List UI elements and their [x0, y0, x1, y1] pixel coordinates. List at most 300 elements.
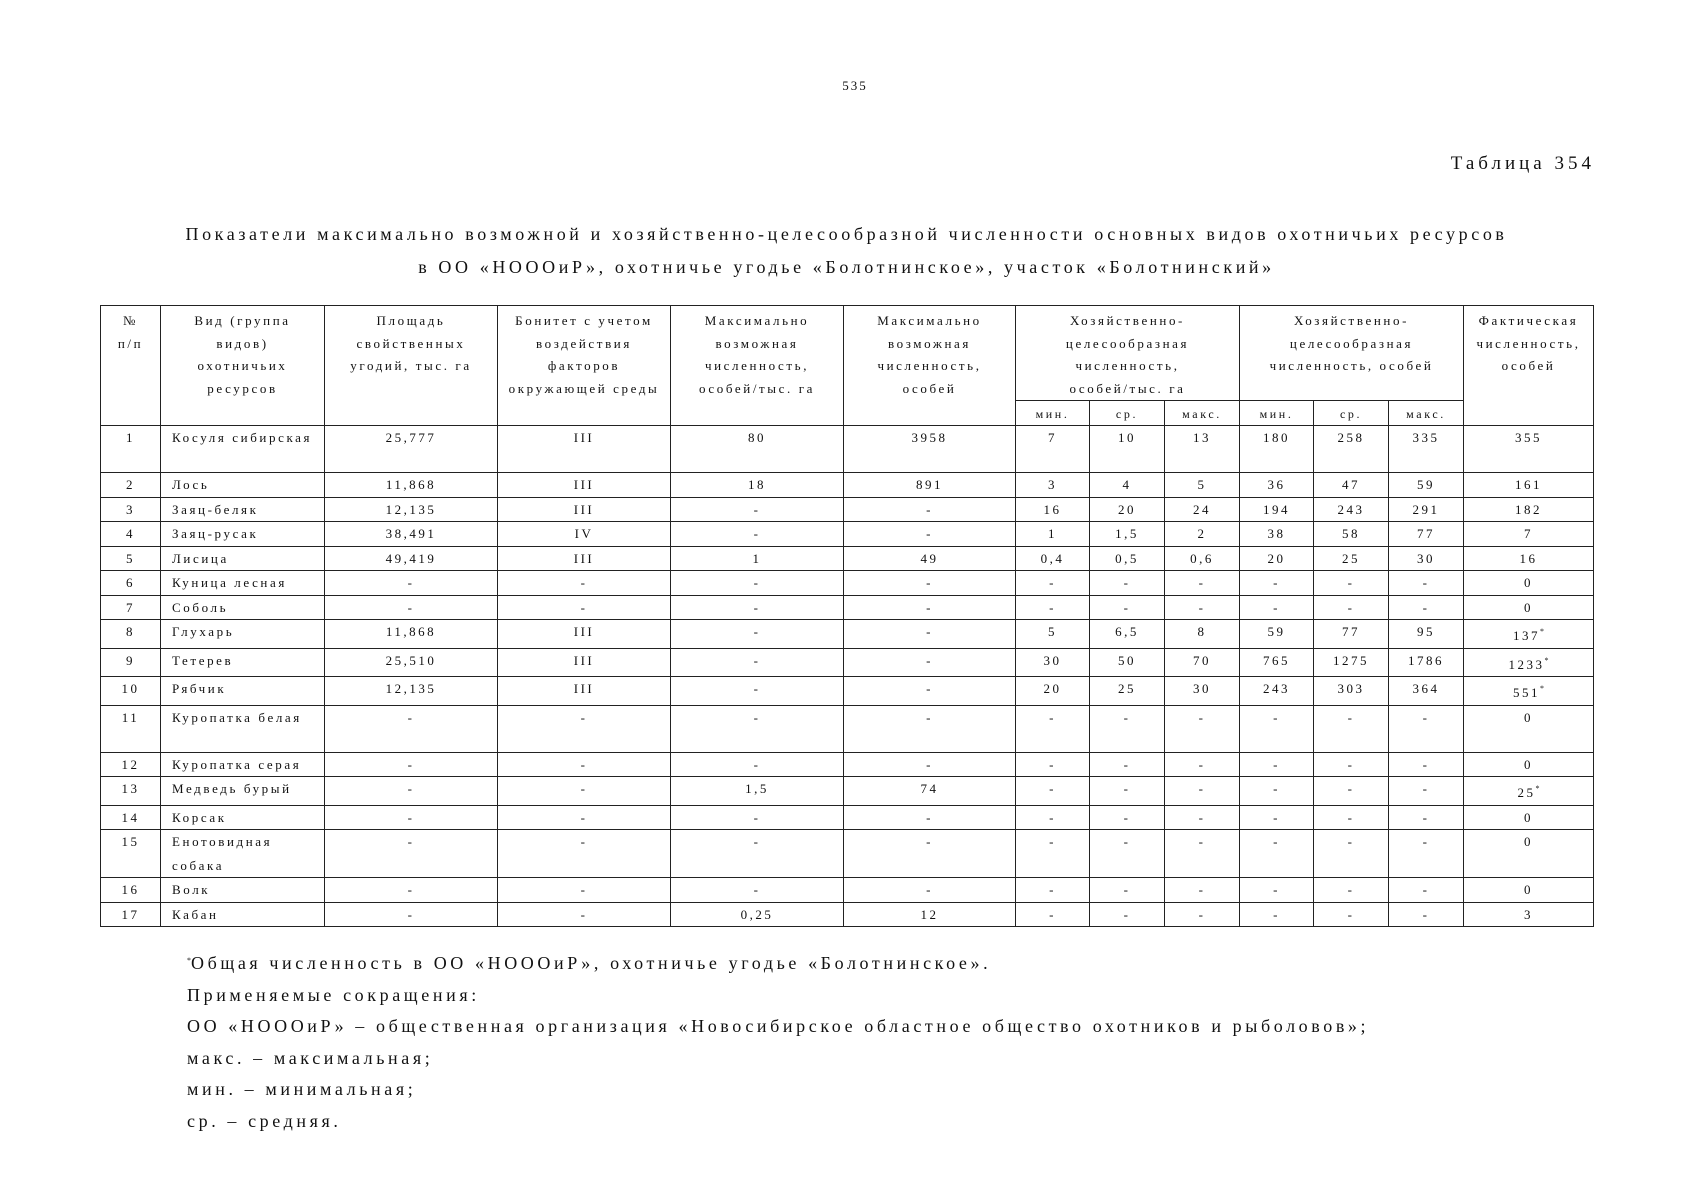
cell-count-min-value: 194: [1263, 501, 1291, 517]
cell-max-density: [671, 522, 844, 547]
cell-count-avg-value: -: [1347, 882, 1355, 897]
cell-density-min-value: 3: [1048, 477, 1057, 492]
cell-count-avg: [1314, 571, 1389, 596]
cell-count-max-value: 291: [1412, 501, 1440, 517]
cell-density-min-value: -: [1049, 599, 1056, 615]
cell-area: [325, 571, 498, 596]
cell-area-value: -: [407, 809, 415, 825]
cell-density-max-value: 30: [1193, 681, 1211, 696]
cell-count-min-value: -: [1273, 756, 1280, 772]
cell-bonitet-value: III: [573, 681, 595, 696]
cell-count-avg: [1314, 497, 1389, 522]
cell-area-value: 11,868: [385, 477, 437, 492]
cell-count-max-value: 59: [1417, 477, 1436, 492]
cell-count-max: [1389, 546, 1464, 571]
cell-density-avg: [1090, 878, 1165, 903]
cell-count-avg: [1314, 522, 1389, 547]
cell-density-avg-value: 10: [1118, 430, 1136, 445]
table-row: [101, 777, 1594, 806]
cell-area-value: -: [407, 834, 415, 849]
cell-max-density: [671, 473, 844, 498]
cell-density-min-value: 1: [1048, 526, 1057, 541]
cell-density-min-value: 20: [1043, 681, 1062, 696]
cell-max-density: [671, 426, 844, 473]
cell-max-density-value: -: [753, 834, 761, 849]
cell-count-max: [1389, 878, 1464, 903]
cell-count-min: [1240, 522, 1314, 547]
cell-species: [161, 830, 325, 878]
cell-bonitet: [498, 497, 671, 522]
cell-bonitet: [498, 473, 671, 498]
cell-max-count-value: -: [926, 501, 933, 517]
data-table: [100, 305, 1594, 927]
cell-max-count: [844, 705, 1016, 752]
table-row: [101, 522, 1594, 547]
cell-density-avg-value: 6,5: [1115, 624, 1139, 639]
cell-density-max: [1165, 878, 1240, 903]
cell-count-avg: [1314, 902, 1389, 927]
cell-max-count-value: 49: [920, 550, 939, 566]
cell-area: [325, 648, 498, 677]
cell-bonitet-value: III: [573, 477, 595, 492]
cell-density-min: [1016, 522, 1090, 547]
cell-count-max-value: 77: [1417, 526, 1436, 541]
cell-count-max-value: -: [1422, 756, 1430, 772]
table-row: [101, 677, 1594, 706]
cell-species-value: Кабан: [172, 906, 219, 922]
cell-actual-value: 3: [1524, 906, 1534, 922]
cell-density-max-value: 13: [1193, 430, 1211, 445]
cell-count-min: [1240, 902, 1314, 927]
cell-max-density: [671, 777, 844, 806]
cell-density-max-value: -: [1198, 781, 1206, 796]
cell-count-avg-value: 58: [1342, 526, 1361, 541]
cell-species-value: Заяц-беляк: [172, 501, 259, 517]
cell-area: [325, 546, 498, 571]
cell-count-min-value: 38: [1267, 526, 1286, 541]
cell-species-value: Лисица: [172, 550, 229, 566]
cell-count-max-value: 335: [1412, 430, 1440, 445]
cell-num: [101, 648, 161, 677]
cell-density-max: [1165, 546, 1240, 571]
cell-density-avg-value: -: [1123, 575, 1131, 590]
cell-density-min-value: 0,4: [1040, 550, 1065, 566]
cell-density-avg: [1090, 497, 1165, 522]
cell-density-max: [1165, 426, 1240, 473]
cell-bonitet-value: -: [580, 906, 588, 922]
cell-count-max: [1389, 571, 1464, 596]
cell-max-density-value: -: [753, 681, 761, 696]
cell-density-avg-value: -: [1123, 882, 1131, 897]
cell-count-avg-value: -: [1347, 809, 1355, 825]
cell-actual: [1464, 830, 1594, 878]
cell-bonitet: [498, 522, 671, 547]
cell-count-min: [1240, 878, 1314, 903]
cell-density-max-value: -: [1198, 599, 1206, 615]
cell-count-max: [1389, 595, 1464, 620]
table-row: [101, 620, 1594, 649]
cell-count-avg: [1314, 620, 1389, 649]
cell-max-count: [844, 473, 1016, 498]
cell-actual: [1464, 595, 1594, 620]
cell-density-avg: [1090, 777, 1165, 806]
cell-bonitet: [498, 620, 671, 649]
cell-bonitet: [498, 777, 671, 806]
cell-area: [325, 620, 498, 649]
title-line-1: Показатели максимально возможной и хозяйственно-целесообразной численности основных видов охотничьих ресурсов: [185, 224, 1508, 244]
cell-count-avg: [1314, 426, 1389, 473]
cell-num-value: 7: [126, 599, 135, 615]
cell-species: [161, 426, 325, 473]
cell-count-avg-value: 303: [1337, 681, 1365, 696]
cell-actual-value: 161: [1515, 477, 1543, 492]
cell-actual: [1464, 571, 1594, 596]
cell-bonitet: [498, 426, 671, 473]
cell-density-min: [1016, 777, 1090, 806]
cell-area-value: -: [407, 882, 415, 897]
cell-actual-value: 25: [1517, 785, 1536, 800]
cell-count-max-value: -: [1422, 575, 1430, 590]
cell-actual: [1464, 878, 1594, 903]
cell-max-density-value: 1,5: [745, 781, 769, 796]
table-row: [101, 648, 1594, 677]
cell-count-min-value: -: [1273, 781, 1280, 796]
cell-count-avg: [1314, 777, 1389, 806]
cell-max-count: [844, 830, 1016, 878]
cell-num: [101, 426, 161, 473]
cell-actual-value: 551: [1513, 685, 1541, 700]
cell-bonitet-value: IV: [574, 526, 594, 541]
cell-species-value: Куропатка серая: [172, 756, 302, 772]
cell-density-min-value: -: [1049, 882, 1056, 897]
cell-num-value: 5: [126, 550, 135, 566]
cell-density-max: [1165, 648, 1240, 677]
cell-density-avg: [1090, 752, 1165, 777]
cell-area-value: 25,510: [385, 652, 437, 668]
cell-density-avg-value: -: [1123, 809, 1131, 825]
cell-density-avg-value: 1,5: [1115, 526, 1139, 541]
cell-num: [101, 805, 161, 830]
cell-density-max-value: 24: [1193, 501, 1211, 517]
cell-num: [101, 777, 161, 806]
cell-area: [325, 677, 498, 706]
cell-bonitet: [498, 705, 671, 752]
cell-density-min: [1016, 497, 1090, 522]
cell-bonitet: [498, 648, 671, 677]
cell-count-avg-value: 1275: [1333, 652, 1370, 668]
cell-area-value: 49,419: [385, 550, 437, 566]
cell-density-max-value: 5: [1197, 477, 1207, 492]
cell-actual: [1464, 522, 1594, 547]
cell-density-max: [1165, 752, 1240, 777]
cell-max-density: [671, 497, 844, 522]
cell-density-max-value: -: [1198, 575, 1206, 590]
table-row: [101, 902, 1594, 927]
cell-count-max: [1389, 830, 1464, 878]
cell-num-value: 11: [121, 709, 140, 725]
cell-count-max: [1389, 497, 1464, 522]
cell-count-min: [1240, 497, 1314, 522]
cell-count-min: [1240, 648, 1314, 677]
cell-area: [325, 426, 498, 473]
cell-count-max-value: 1786: [1408, 652, 1445, 668]
cell-density-avg: [1090, 426, 1165, 473]
cell-count-avg-value: 77: [1342, 624, 1361, 639]
cell-max-count-value: 891: [916, 477, 943, 492]
cell-bonitet-value: -: [580, 809, 588, 825]
cell-num-value: 8: [126, 624, 135, 639]
cell-species: [161, 648, 325, 677]
cell-actual: [1464, 902, 1594, 927]
cell-num-value: 14: [121, 809, 140, 825]
cell-area: [325, 902, 498, 927]
cell-max-count: [844, 752, 1016, 777]
cell-area-value: -: [407, 709, 415, 725]
table-row: [101, 571, 1594, 596]
cell-max-count-value: -: [926, 526, 933, 541]
cell-actual-value: 0: [1524, 575, 1534, 590]
cell-count-avg: [1314, 805, 1389, 830]
cell-count-max-value: -: [1422, 709, 1430, 725]
cell-area-value: 11,868: [385, 624, 437, 639]
cell-num: [101, 878, 161, 903]
cell-count-max-value: -: [1422, 882, 1430, 897]
cell-max-count: [844, 777, 1016, 806]
cell-count-min-value: -: [1273, 709, 1280, 725]
cell-bonitet: [498, 677, 671, 706]
cell-max-count-value: 3958: [911, 430, 948, 445]
cell-density-max: [1165, 830, 1240, 878]
header-species: Вид (группа видов) охотничьих ресурсов: [161, 306, 325, 426]
cell-count-max-value: 95: [1417, 624, 1436, 639]
cell-count-min: [1240, 473, 1314, 498]
cell-num-value: 16: [121, 882, 140, 897]
cell-count-min: [1240, 571, 1314, 596]
cell-species-value: Глухарь: [172, 624, 235, 639]
cell-num: [101, 595, 161, 620]
cell-area: [325, 777, 498, 806]
table-title: [100, 218, 1593, 284]
cell-area-value: 12,135: [385, 681, 437, 696]
cell-count-avg: [1314, 677, 1389, 706]
abbrev-min: мин. – минимальная;: [187, 1079, 417, 1099]
cell-max-density: [671, 805, 844, 830]
cell-density-avg-value: 25: [1118, 681, 1136, 696]
cell-count-min: [1240, 777, 1314, 806]
footnote-mark: *: [1535, 784, 1540, 793]
cell-count-avg-value: 47: [1342, 477, 1361, 492]
cell-num-value: 4: [126, 526, 135, 541]
cell-max-count: [844, 805, 1016, 830]
cell-density-avg: [1090, 522, 1165, 547]
cell-density-min-value: -: [1049, 906, 1056, 922]
cell-num-value: 2: [126, 477, 135, 492]
cell-density-avg: [1090, 571, 1165, 596]
cell-density-max: [1165, 620, 1240, 649]
cell-max-density-value: -: [753, 526, 761, 541]
cell-area: [325, 473, 498, 498]
cell-bonitet-value: -: [580, 882, 588, 897]
cell-density-avg: [1090, 473, 1165, 498]
cell-count-avg: [1314, 546, 1389, 571]
cell-density-max: [1165, 595, 1240, 620]
cell-density-min: [1016, 830, 1090, 878]
cell-bonitet: [498, 902, 671, 927]
cell-density-avg-value: 20: [1118, 501, 1136, 517]
cell-num-value: 15: [121, 834, 140, 849]
cell-bonitet-value: -: [580, 834, 588, 849]
cell-density-max-value: 8: [1197, 624, 1207, 639]
cell-density-max: [1165, 473, 1240, 498]
cell-count-max: [1389, 677, 1464, 706]
cell-count-max: [1389, 620, 1464, 649]
cell-density-min-value: 16: [1043, 501, 1062, 517]
cell-actual: [1464, 805, 1594, 830]
cell-count-min-value: -: [1273, 809, 1280, 825]
cell-area: [325, 522, 498, 547]
cell-actual: [1464, 473, 1594, 498]
cell-actual-value: 16: [1519, 550, 1538, 566]
cell-species: [161, 620, 325, 649]
cell-bonitet: [498, 878, 671, 903]
cell-count-min-value: 243: [1263, 681, 1291, 696]
cell-density-avg: [1090, 677, 1165, 706]
cell-density-min: [1016, 426, 1090, 473]
cell-density-max: [1165, 677, 1240, 706]
cell-species-value: Корсак: [172, 809, 227, 825]
subheader-density-min: мин.: [1016, 401, 1090, 426]
cell-density-avg-value: -: [1123, 834, 1131, 849]
cell-max-density-value: 1: [752, 550, 762, 566]
cell-species: [161, 497, 325, 522]
cell-density-max-value: 70: [1193, 652, 1211, 668]
cell-count-max-value: 30: [1417, 550, 1436, 566]
cell-count-avg-value: -: [1347, 834, 1355, 849]
cell-density-min: [1016, 473, 1090, 498]
cell-bonitet: [498, 752, 671, 777]
cell-num: [101, 620, 161, 649]
cell-max-count-value: 74: [920, 781, 939, 796]
cell-bonitet-value: III: [573, 501, 595, 517]
cell-species: [161, 546, 325, 571]
cell-actual: [1464, 648, 1594, 677]
cell-num-value: 17: [121, 906, 140, 922]
cell-density-max: [1165, 571, 1240, 596]
cell-density-min-value: -: [1049, 709, 1056, 725]
cell-actual-value: 0: [1524, 756, 1534, 772]
cell-num: [101, 571, 161, 596]
table-row: [101, 546, 1594, 571]
cell-density-min: [1016, 878, 1090, 903]
cell-area: [325, 497, 498, 522]
cell-max-density: [671, 830, 844, 878]
cell-density-avg-value: 0,5: [1115, 550, 1139, 566]
cell-num: [101, 902, 161, 927]
cell-count-max-value: -: [1422, 906, 1430, 922]
cell-count-min-value: 765: [1263, 652, 1291, 668]
cell-max-density-value: -: [753, 624, 761, 639]
cell-count-max: [1389, 426, 1464, 473]
cell-bonitet-value: -: [580, 756, 588, 772]
header-area: Площадь свойственных угодий, тыс. га: [325, 306, 498, 426]
cell-max-density-value: -: [753, 599, 761, 615]
cell-actual: [1464, 705, 1594, 752]
cell-count-max-value: -: [1422, 834, 1430, 849]
cell-density-min-value: 30: [1043, 652, 1062, 668]
table-body: [101, 426, 1594, 927]
cell-density-max: [1165, 902, 1240, 927]
cell-actual-value: 0: [1524, 599, 1534, 615]
cell-actual-value: 0: [1524, 809, 1534, 825]
cell-count-max: [1389, 752, 1464, 777]
cell-bonitet-value: -: [580, 709, 588, 725]
cell-count-avg: [1314, 473, 1389, 498]
cell-area-value: -: [407, 906, 415, 922]
cell-area-value: -: [407, 756, 415, 772]
header-econ-density: Хозяйственно-целесообразная численность, особей/тыс. га: [1016, 306, 1240, 401]
cell-density-min: [1016, 705, 1090, 752]
footnote-mark: *: [1540, 627, 1545, 636]
cell-actual: [1464, 497, 1594, 522]
header-actual: Фактическая численность, особей: [1464, 306, 1594, 426]
cell-density-max-value: -: [1198, 756, 1206, 772]
cell-density-max-value: -: [1198, 906, 1206, 922]
cell-max-count-value: -: [926, 652, 933, 668]
cell-num: [101, 677, 161, 706]
cell-max-density: [671, 677, 844, 706]
cell-area-value: 38,491: [385, 526, 437, 541]
header-num: № п/п: [101, 306, 161, 426]
cell-count-min: [1240, 426, 1314, 473]
cell-max-density-value: -: [753, 652, 761, 668]
cell-species: [161, 677, 325, 706]
cell-actual-value: 355: [1515, 430, 1543, 445]
cell-bonitet: [498, 595, 671, 620]
cell-count-avg: [1314, 830, 1389, 878]
cell-species: [161, 522, 325, 547]
cell-count-avg-value: 258: [1337, 430, 1365, 445]
abbrev-avg: ср. – средняя.: [187, 1110, 342, 1131]
cell-count-max: [1389, 522, 1464, 547]
cell-density-avg-value: 4: [1122, 477, 1132, 492]
cell-max-count: [844, 426, 1016, 473]
cell-max-density-value: -: [753, 575, 761, 590]
cell-max-density-value: -: [753, 709, 761, 725]
cell-count-avg-value: -: [1347, 756, 1355, 772]
cell-count-avg: [1314, 595, 1389, 620]
cell-max-density-value: -: [753, 809, 761, 825]
cell-max-count: [844, 546, 1016, 571]
cell-count-avg: [1314, 648, 1389, 677]
cell-species-value: Рябчик: [172, 681, 227, 696]
cell-num-value: 9: [126, 652, 135, 668]
cell-density-avg: [1090, 546, 1165, 571]
cell-density-avg-value: -: [1123, 599, 1131, 615]
cell-species-value: Куница лесная: [172, 575, 287, 590]
cell-num: [101, 497, 161, 522]
cell-count-avg-value: -: [1347, 906, 1355, 922]
footnote-mark: *: [1544, 655, 1549, 665]
cell-count-min: [1240, 830, 1314, 878]
subheader-density-max: макс.: [1165, 401, 1240, 426]
footnote-mark: *: [187, 956, 191, 965]
cell-count-min-value: -: [1273, 599, 1280, 615]
table-row: [101, 878, 1594, 903]
cell-density-max-value: -: [1198, 834, 1206, 849]
table-row: [101, 805, 1594, 830]
table-row: [101, 595, 1594, 620]
cell-density-max: [1165, 805, 1240, 830]
